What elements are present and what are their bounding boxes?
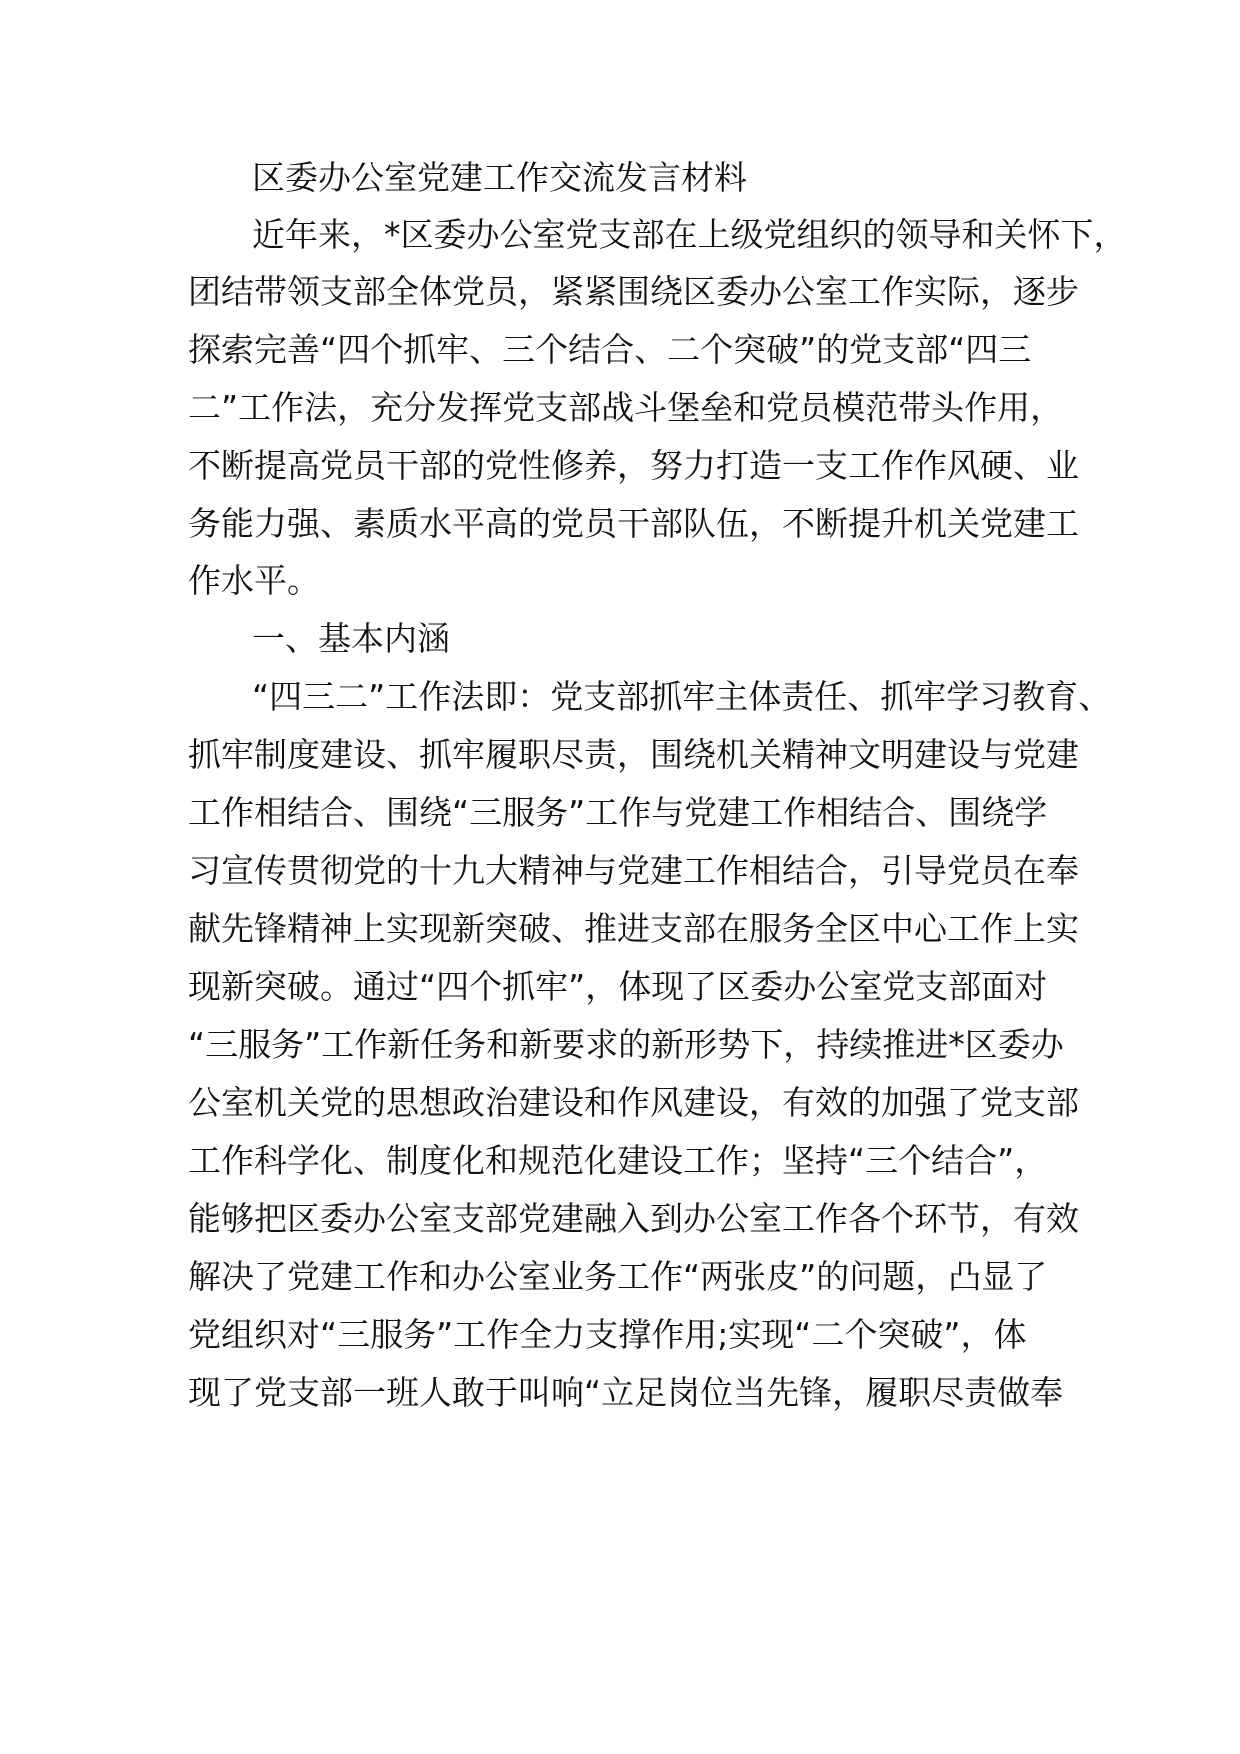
paragraph-line: 党组织对“三服务”工作全力支撑作用;实现“二个突破”，体 xyxy=(188,1315,1027,1354)
paragraph-line: 解决了党建工作和办公室业务工作“两张皮”的问题，凸显了 xyxy=(188,1257,1048,1296)
section-heading: 一、基本内涵 xyxy=(252,619,450,658)
paragraph-line: “三服务”工作新任务和新要求的新形势下，持续推进*区委办 xyxy=(188,1025,1064,1064)
paragraph-line: 工作科学化、制度化和规范化建设工作；坚持“三个结合”， xyxy=(188,1141,1048,1180)
document-title: 区委办公室党建工作交流发言材料 xyxy=(252,158,747,197)
paragraph-line: 不断提高党员干部的党性修养，努力打造一支工作作风硬、业 xyxy=(188,446,1079,485)
paragraph-line: 抓牢制度建设、抓牢履职尽责，围绕机关精神文明建设与党建 xyxy=(188,735,1079,774)
paragraph-line: 献先锋精神上实现新突破、推进支部在服务全区中心工作上实 xyxy=(188,909,1079,948)
paragraph-line: 务能力强、素质水平高的党员干部队伍，不断提升机关党建工 xyxy=(188,504,1079,543)
paragraph-line: 近年来，*区委办公室党支部在上级党组织的领导和关怀下， xyxy=(252,215,1127,254)
paragraph-line: 能够把区委办公室支部党建融入到办公室工作各个环节，有效 xyxy=(188,1199,1079,1238)
paragraph-line: 现了党支部一班人敢于叫响“立足岗位当先锋，履职尽责做奉 xyxy=(188,1373,1064,1412)
paragraph-line: 团结带领支部全体党员，紧紧围绕区委办公室工作实际，逐步 xyxy=(188,272,1079,311)
paragraph-line: 习宣传贯彻党的十九大精神与党建工作相结合，引导党员在奉 xyxy=(188,851,1079,890)
paragraph-line: 工作相结合、围绕“三服务”工作与党建工作相结合、围绕学 xyxy=(188,793,1048,832)
paragraph-line: 公室机关党的思想政治建设和作风建设，有效的加强了党支部 xyxy=(188,1083,1079,1122)
paragraph-line: 作水平。 xyxy=(188,561,320,600)
paragraph-line: 现新突破。通过“四个抓牢”，体现了区委办公室党支部面对 xyxy=(188,967,1048,1006)
paragraph-line: 探索完善“四个抓牢、三个结合、二个突破”的党支部“四三 xyxy=(188,330,1032,369)
paragraph-line: “四三二”工作法即：党支部抓牢主体责任、抓牢学习教育、 xyxy=(252,677,1112,716)
paragraph-line: 二”工作法，充分发挥党支部战斗堡垒和党员模范带头作用， xyxy=(188,388,1064,427)
